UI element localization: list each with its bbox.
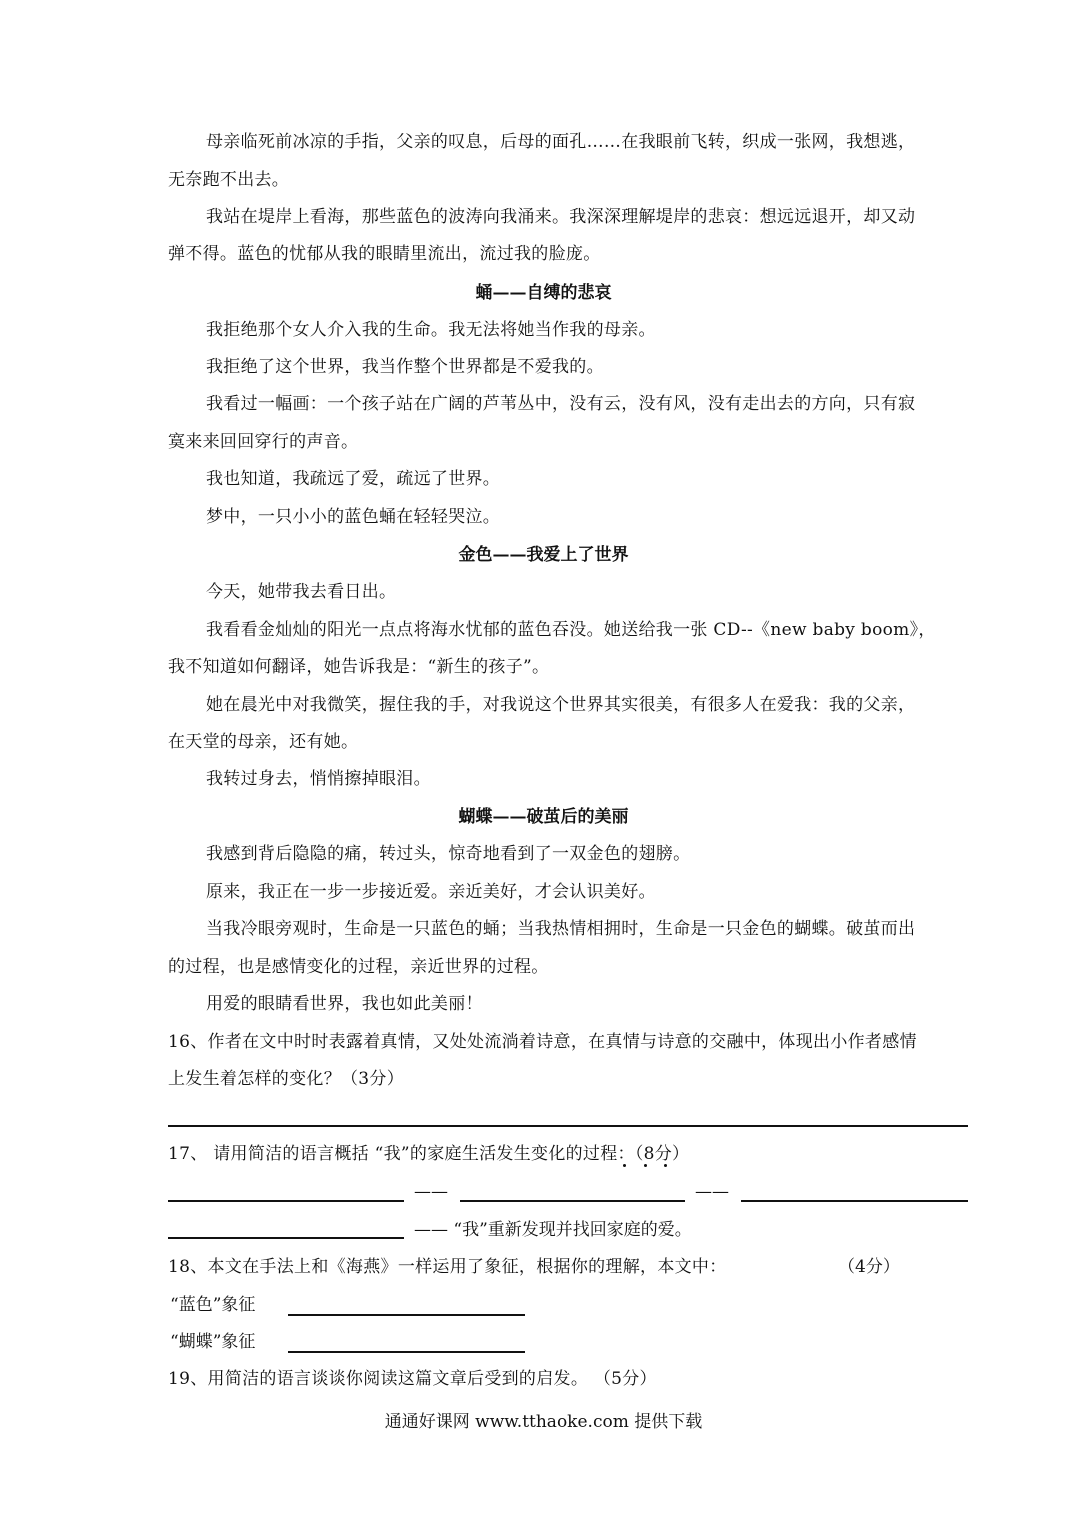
dash-separator: —— (414, 1182, 448, 1202)
paragraph-line: 用爱的眼睛看世界，我也如此美丽！ (206, 994, 483, 1014)
answer-blank-17b[interactable] (460, 1200, 685, 1202)
answer-blank-17c[interactable] (741, 1200, 968, 1202)
paragraph-line: 无奈跑不出去。 (168, 170, 290, 190)
page-footer: 通通好课网 www.tthaoke.com 提供下载 (384, 1412, 703, 1432)
paragraph-line: 她在晨光中对我微笑，握住我的手，对我说这个世界其实很美，有很多人在爱我：我的父亲， (206, 695, 916, 715)
answer-line-16[interactable] (168, 1125, 968, 1127)
answer-blank-17a[interactable] (168, 1200, 404, 1202)
paragraph-line: 我也知道，我疏远了爱，疏远了世界。 (206, 469, 501, 489)
question-16-cont: 上发生着怎样的变化？（3分） (168, 1069, 405, 1089)
paragraph-line: 我不知道如何翻译，她告诉我是：“新生的孩子”。 (168, 657, 550, 677)
paragraph-line: 在天堂的母亲，还有她。 (168, 732, 359, 752)
answer-blank-17d[interactable] (168, 1237, 404, 1239)
paragraph-line: 寞来来回回穿行的声音。 (168, 432, 359, 452)
section-heading: 蛹——自缚的悲哀 (475, 283, 612, 303)
paragraph-line: 我看过一幅画：一个孩子站在广阔的芦苇丛中，没有云，没有风，没有走出去的方向，只有寂 (206, 394, 916, 414)
paragraph-line: 的过程，也是感情变化的过程，亲近世界的过程。 (168, 957, 549, 977)
paragraph-line: 母亲临死前冰凉的手指，父亲的叹息，后母的面孔……在我眼前飞转，织成一张网，我想逃， (206, 132, 916, 152)
question-17-ending: —— “我”重新发现并找回家庭的爱。 (414, 1220, 692, 1240)
dash-separator: —— (695, 1182, 729, 1202)
section-heading: 金色——我爱上了世界 (458, 545, 629, 565)
question-16: 16、作者在文中时时表露着真情，又处处流淌着诗意，在真情与诗意的交融中，体现出小作者感情 (168, 1032, 917, 1052)
blue-symbol-label: “蓝色”象征 (170, 1295, 256, 1315)
paragraph-line: 今天，她带我去看日出。 (206, 582, 397, 602)
paragraph-line: 我站在堤岸上看海，那些蓝色的波涛向我涌来。我深深理解堤岸的悲哀：想远远退开，却又动 (206, 207, 916, 227)
paragraph-line: 我拒绝那个女人介入我的生命。我无法将她当作我的母亲。 (206, 320, 656, 340)
paragraph-line: 梦中，一只小小的蓝色蛹在轻轻哭泣。 (206, 507, 501, 527)
question-17: 17、 请用简洁的语言概括 “我”的家庭生活发生变化的过程：（8分） (168, 1144, 690, 1164)
butterfly-symbol-label: “蝴蝶”象征 (170, 1332, 256, 1352)
emphasis-dot (644, 1164, 647, 1167)
paragraph-line: 我看看金灿灿的阳光一点点将海水忧郁的蓝色吞没。她送给我一张 CD--《new baby boom》， (206, 620, 936, 640)
paragraph-line: 我感到背后隐隐的痛，转过头，惊奇地看到了一双金色的翅膀。 (206, 844, 691, 864)
paragraph-line: 弹不得。蓝色的忧郁从我的眼睛里流出，流过我的脸庞。 (168, 244, 601, 264)
paragraph-line: 当我冷眼旁观时，生命是一只蓝色的蛹；当我热情相拥时，生命是一只金色的蝴蝶。破茧而出 (206, 919, 916, 939)
question-18-score: （4分） (838, 1257, 900, 1277)
paragraph-line: 原来，我正在一步一步接近爱。亲近美好，才会认识美好。 (206, 882, 656, 902)
paragraph-line: 我拒绝了这个世界，我当作整个世界都是不爱我的。 (206, 357, 604, 377)
emphasis-dot (623, 1164, 626, 1167)
answer-blank-18a[interactable] (288, 1314, 525, 1316)
section-heading: 蝴蝶——破茧后的美丽 (458, 807, 629, 827)
paragraph-line: 我转过身去，悄悄擦掉眼泪。 (206, 769, 431, 789)
question-18: 18、本文在手法上和《海燕》一样运用了象征，根据你的理解，本文中： (168, 1257, 727, 1277)
emphasis-dot (664, 1164, 667, 1167)
answer-blank-18b[interactable] (288, 1351, 525, 1353)
question-19: 19、用简洁的语言谈谈你阅读这篇文章后受到的启发。 （5分） (168, 1369, 657, 1389)
